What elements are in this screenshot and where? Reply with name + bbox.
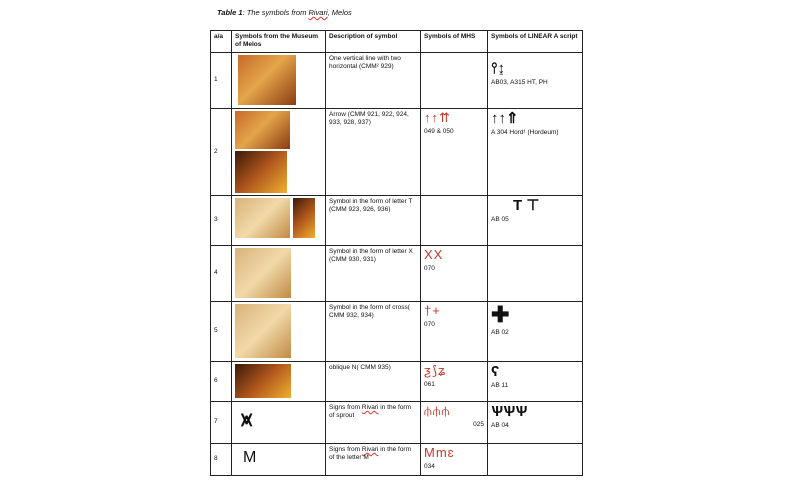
mhs-code: 034 [424, 463, 435, 471]
linear-a-symbols: ⫯↨ [491, 59, 506, 77]
description-cell: Symbol in the form of cross( CMM 932, 934) [326, 301, 421, 361]
linear-a-symbols: ↑↑⇑ [491, 109, 519, 127]
museum-photo-cell [232, 245, 326, 301]
table-row [211, 301, 583, 361]
mhs-code: 049 & 050 [424, 128, 454, 136]
table-row [211, 401, 583, 443]
description-place: Rivari [361, 403, 379, 411]
row-number: 6 [211, 361, 232, 401]
description-cell: Symbol in the form of letter X (CMM 930, 931) [326, 245, 421, 301]
museum-photo [235, 151, 287, 193]
header-aa: a/a [211, 31, 232, 53]
sprout-symbol-icon: ⩙ [241, 408, 253, 431]
caption-place: Rivari [308, 8, 328, 17]
museum-photo-cell [232, 52, 326, 108]
museum-photo-cell [232, 301, 326, 361]
row-number: 7 [211, 401, 232, 443]
row-number: 2 [211, 108, 232, 195]
description-prefix: Signs from [329, 445, 362, 453]
header-description: Description of symbol [326, 31, 421, 53]
mhs-symbols: ⫛⫛⫛ [424, 402, 451, 418]
museum-photo [235, 304, 291, 358]
mhs-cell [421, 361, 488, 401]
museum-glyph-cell [232, 443, 326, 475]
mhs-cell [421, 52, 488, 108]
museum-photo-cell [232, 108, 326, 195]
mhs-cell [421, 195, 488, 245]
mhs-symbols: ХX [424, 246, 444, 262]
caption-text-before: : The symbols from [242, 8, 309, 17]
mhs-cell [421, 301, 488, 361]
museum-photo-cell [232, 195, 326, 245]
row-number: 4 [211, 245, 232, 301]
table-row [211, 52, 583, 108]
description-cell: oblique N( CMM 935) [326, 361, 421, 401]
mhs-symbols: ↑↑⇈ [424, 109, 451, 125]
mhs-symbols: Mmɛ [424, 444, 455, 460]
row-number: 5 [211, 301, 232, 361]
mhs-symbols: ƺ⟆ʑ [424, 362, 447, 378]
header-mhs: Symbols of MHS [421, 31, 488, 53]
header-row [211, 31, 583, 53]
linear-a-cell [488, 108, 583, 195]
linear-a-cell [488, 401, 583, 443]
linear-a-cell [488, 361, 583, 401]
mhs-symbols: †+ [424, 302, 441, 318]
linear-a-code: AB 05 [491, 215, 509, 223]
table-row [211, 443, 583, 475]
linear-a-cell [488, 301, 583, 361]
mhs-cell [421, 245, 488, 301]
linear-a-symbols: ✚ [491, 301, 510, 327]
linear-a-symbols: T ⊤ [513, 196, 540, 214]
description-suffix: in the form of the letter M [329, 445, 412, 462]
linear-a-code: AB 02 [491, 328, 509, 336]
table-row [211, 108, 583, 195]
museum-photo [235, 198, 290, 238]
description-place: Rivari [361, 445, 379, 453]
linear-a-code: AB 04 [491, 422, 509, 430]
table-caption [217, 8, 352, 17]
linear-a-code: A 304 Hord¹ (Hordeum) [491, 129, 559, 137]
header-museum: Symbols from the Museum of Melos [232, 31, 326, 53]
linear-a-cell [488, 52, 583, 108]
description-cell: One vertical line with two horizontal (CMM² 929) [326, 52, 421, 108]
caption-label: Table 1 [217, 8, 243, 17]
symbols-table [210, 30, 583, 476]
linear-a-code: AB 11 [491, 382, 509, 390]
mhs-code: 025 [473, 421, 484, 429]
linear-a-symbols: ʕ [491, 362, 500, 380]
description-cell: Arrow (CMM 921, 922, 924, 933, 928, 937) [326, 108, 421, 195]
description-prefix: Signs from [329, 403, 362, 411]
description-cell [326, 401, 421, 443]
museum-photo [235, 248, 291, 298]
table-row [211, 361, 583, 401]
museum-photo-cell [232, 361, 326, 401]
header-linear-a: Symbols of LINEAR A script [488, 31, 583, 53]
mhs-code: 070 [424, 265, 435, 273]
linear-a-cell [488, 443, 583, 475]
mhs-cell [421, 443, 488, 475]
mhs-cell [421, 108, 488, 195]
row-number: 8 [211, 443, 232, 475]
table-row [211, 245, 583, 301]
linear-a-cell [488, 195, 583, 245]
description-cell: Symbol in the form of letter T (CMM 923, 926, 936) [326, 195, 421, 245]
table-row [211, 195, 583, 245]
mhs-code: 070 [424, 321, 435, 329]
m-symbol-icon: M [243, 448, 257, 466]
description-suffix: in the form of sprout [329, 403, 412, 420]
row-number: 1 [211, 52, 232, 108]
museum-glyph-cell [232, 401, 326, 443]
museum-photo [238, 55, 296, 105]
museum-photo [293, 198, 315, 238]
mhs-code: 061 [424, 381, 435, 389]
linear-a-cell [488, 245, 583, 301]
mhs-cell [421, 401, 488, 443]
museum-photo [235, 364, 291, 398]
description-cell [326, 443, 421, 475]
linear-a-symbols: ѰѰѰ [491, 402, 528, 420]
caption-text-after: , Melos [327, 8, 352, 17]
linear-a-code: AB03, A315 HT, PH [491, 78, 548, 86]
row-number: 3 [211, 195, 232, 245]
museum-photo [235, 111, 290, 149]
